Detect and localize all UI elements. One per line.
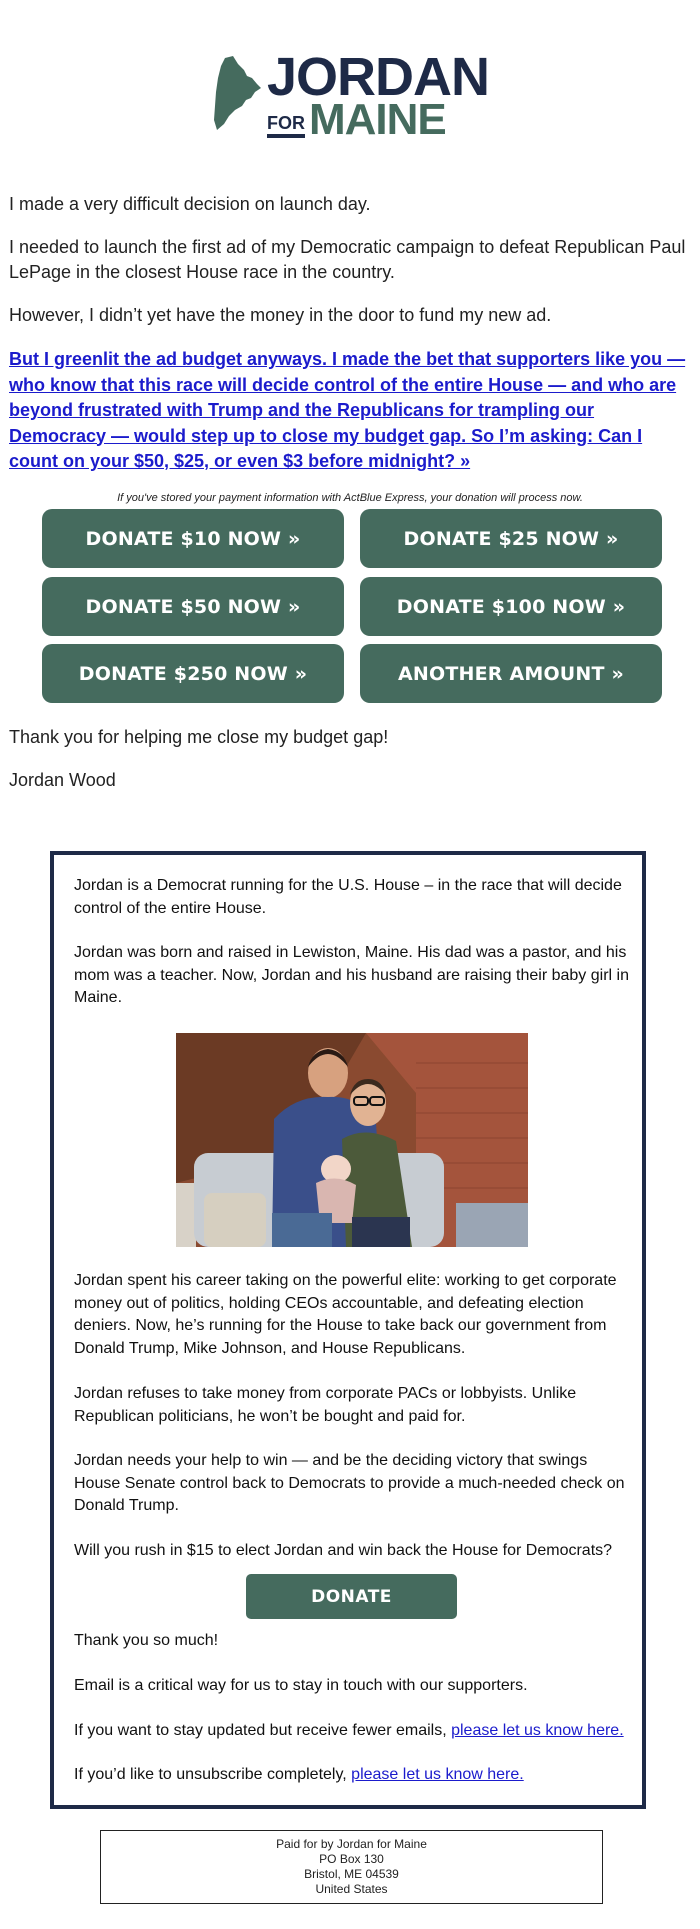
footer-line-4: United States: [315, 1882, 388, 1896]
donate-100-button[interactable]: DONATE $100 NOW »: [360, 577, 662, 636]
maine-map-icon: [211, 54, 263, 132]
paid-for-footer: [100, 1830, 603, 1904]
donate-25-button[interactable]: DONATE $25 NOW »: [360, 509, 662, 568]
bio-paragraph-4: Jordan refuses to take money from corporate PACs or lobbyists. Unlike Republican politicians, he won’t be bought and paid for.: [74, 1385, 577, 1425]
donate-250-button[interactable]: DONATE $250 NOW »: [42, 644, 344, 703]
bio-thanks: Thank you so much!: [74, 1632, 219, 1649]
logo-jordan: JORDAN: [266, 47, 490, 107]
fewer-emails-text: If you want to stay updated but receive fewer emails,: [74, 1722, 452, 1739]
bio-paragraph-email: Email is a critical way for us to stay in touch with our supporters.: [74, 1677, 528, 1694]
intro-paragraph-3: However, I didn’t yet have the money in the door to fund my new ad.: [9, 305, 552, 325]
footer-line-1: Paid for by Jordan for Maine: [276, 1837, 427, 1851]
footer-line-2: PO Box 130: [319, 1852, 384, 1866]
bio-paragraph-1: Jordan is a Democrat running for the U.S. House – in the race that will decide control of the entire House.: [74, 877, 622, 917]
signature: Jordan Wood: [9, 770, 116, 790]
cta-link[interactable]: But I greenlit the ad budget anyways. I made the bet that supporters like you — who know that this race will decide control of the entire House — and who are beyond frustrated with Trump and the Republicans for trampling our Democracy — would step up to close my budget gap. So I’m asking: Can I count on your $50, $25, or even $3 before midnight? »: [9, 349, 686, 471]
fewer-emails-line: [74, 1720, 634, 1743]
unsubscribe-link[interactable]: please let us know here.: [351, 1766, 524, 1783]
campaign-logo: [0, 47, 700, 144]
bio-paragraph-2: Jordan was born and raised in Lewiston, Maine. His dad was a pastor, and his mom was a teacher. Now, Jordan and his husband are raising their baby girl in Maine.: [74, 944, 629, 1006]
bio-paragraph-5: Jordan needs your help to win — and be the deciding victory that swings House Senate control back to Democrats to provide a much-needed check on Donald Trump.: [74, 1452, 625, 1514]
bio-donate-button[interactable]: DONATE: [246, 1574, 457, 1619]
bio-paragraph-6: Will you rush in $15 to elect Jordan and win back the House for Democrats?: [74, 1542, 613, 1559]
bio-paragraph-3: Jordan spent his career taking on the powerful elite: working to get corporate money out of politics, holding CEOs accountable, and defeating election deniers. Now, he’s running for the House to take back our government from Donald Trump, Mike Johnson, and House Republicans.: [74, 1272, 617, 1357]
donate-50-button[interactable]: DONATE $50 NOW »: [42, 577, 344, 636]
logo-for: FOR: [267, 114, 305, 138]
donate-10-button[interactable]: DONATE $10 NOW »: [42, 509, 344, 568]
unsubscribe-line: [74, 1764, 634, 1787]
fewer-emails-link[interactable]: please let us know here.: [451, 1722, 624, 1739]
logo-maine: MAINE: [308, 95, 446, 144]
intro-paragraph-1: I made a very difficult decision on launch day.: [9, 194, 371, 214]
thanks-text: Thank you for helping me close my budget gap!: [9, 727, 389, 747]
another-amount-button[interactable]: ANOTHER AMOUNT »: [360, 644, 662, 703]
family-photo: [176, 1033, 528, 1247]
footer-line-3: Bristol, ME 04539: [304, 1867, 399, 1881]
actblue-note: If you've stored your payment information with ActBlue Express, your donation will process now.: [117, 492, 583, 504]
intro-paragraph-2: I needed to launch the first ad of my Democratic campaign to defeat Republican Paul LePage in the closest House race in the country.: [9, 237, 686, 282]
unsubscribe-text: If you’d like to unsubscribe completely,: [74, 1766, 352, 1783]
